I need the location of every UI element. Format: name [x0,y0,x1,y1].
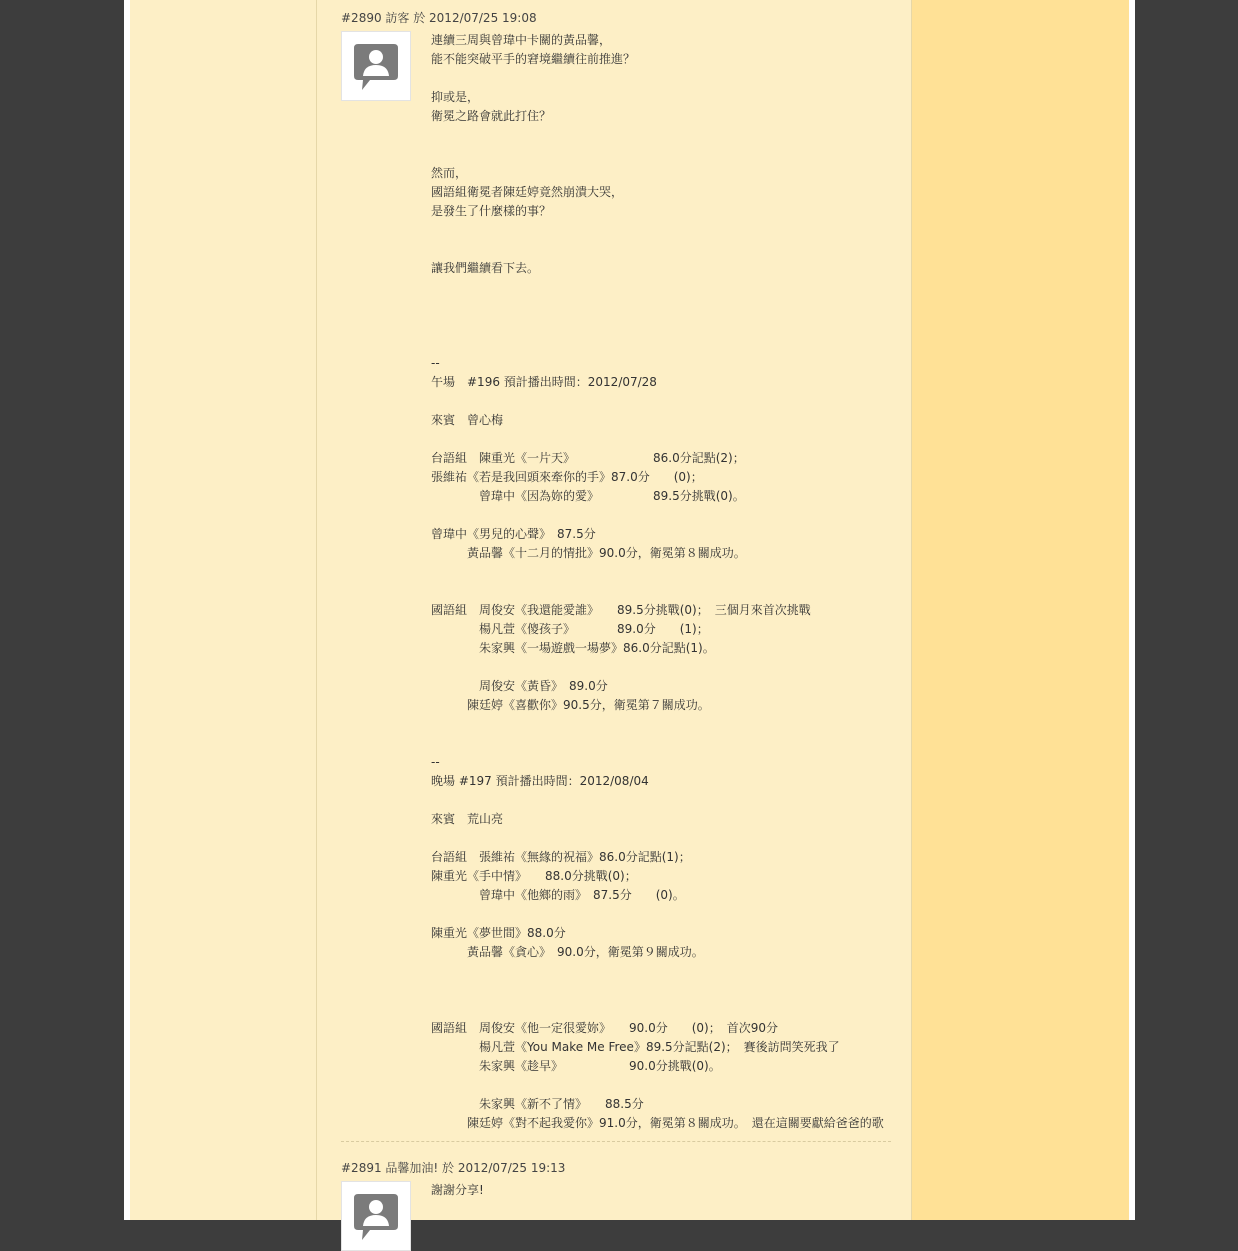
comment-header: #2891 品馨加油! 於 2012/07/25 19:13 [341,1161,566,1175]
user-speech-bubble-icon [342,1182,410,1250]
comment-header: #2890 訪客 於 2012/07/25 19:08 [341,11,537,25]
comment-divider [341,1141,891,1142]
comment-body: 連續三周與曾瑋中卡關的黃品馨， 能不能突破平手的窘境繼續往前推進？ 抑或是， 衛冕之路會就此打住？ 然而， 國語組衛冕者陳廷婷竟然崩潰大哭， 是發生了什麼樣的事？ 讓我們繼續看下去。 -- 午場 #196 預計播出時間：2012/07/28 來賓 曾心梅 台語組 陳重光《一片天》 86.0分記點(2)； 張維祐《若是我回頭來牽你的手》87.0分 (0)； 曾瑋中《因為妳的愛》 89.5分挑戰(0)。 曾瑋中《男兒的心聲》 87.5分 黃品馨《十二月的情批》90.0分，衛冕第８關成功。 國語組 周俊安《我還能愛誰》 89.5分挑戰(0)； 三個月來首次挑戰 楊凡萱《傻孩子》 89.0分 (1)； 朱家興《一場遊戲一場夢》86.0分記點(1)。 周俊安《黃昏》 89.0分 陳廷婷《喜歡你》90.5分，衛冕第７關成功。 -- 晚場 #197 預計播出時間：2012/08/04 來賓 荒山亮 台語組 張維祐《無緣的祝福》86.0分記點(1)； 陳重光《手中情》 88.0分挑戰(0)； 曾瑋中《他鄉的雨》 87.5分 (0)。 陳重光《夢世間》88.0分 黃品馨《貪心》 90.0分，衛冕第９關成功。 國語組 周俊安《他一定很愛妳》 90.0分 (0)； 首次90分 楊凡萱《You Make Me Free》89.5分記點(2)； 賽後訪問笑死我了 朱家興《趁早》 90.0分挑戰(0)。 朱家興《新不了情》 88.5分 陳廷婷《對不起我愛你》91.0分，衛冕第８關成功。 還在這關要獻給爸爸的歌 [431,33,884,1130]
left-sidebar [130,0,316,1220]
avatar [341,1181,411,1251]
user-speech-bubble-icon [342,32,410,100]
comment-body: 謝謝分享! [431,1183,484,1197]
right-sidebar [912,0,1129,1220]
avatar [341,31,411,101]
